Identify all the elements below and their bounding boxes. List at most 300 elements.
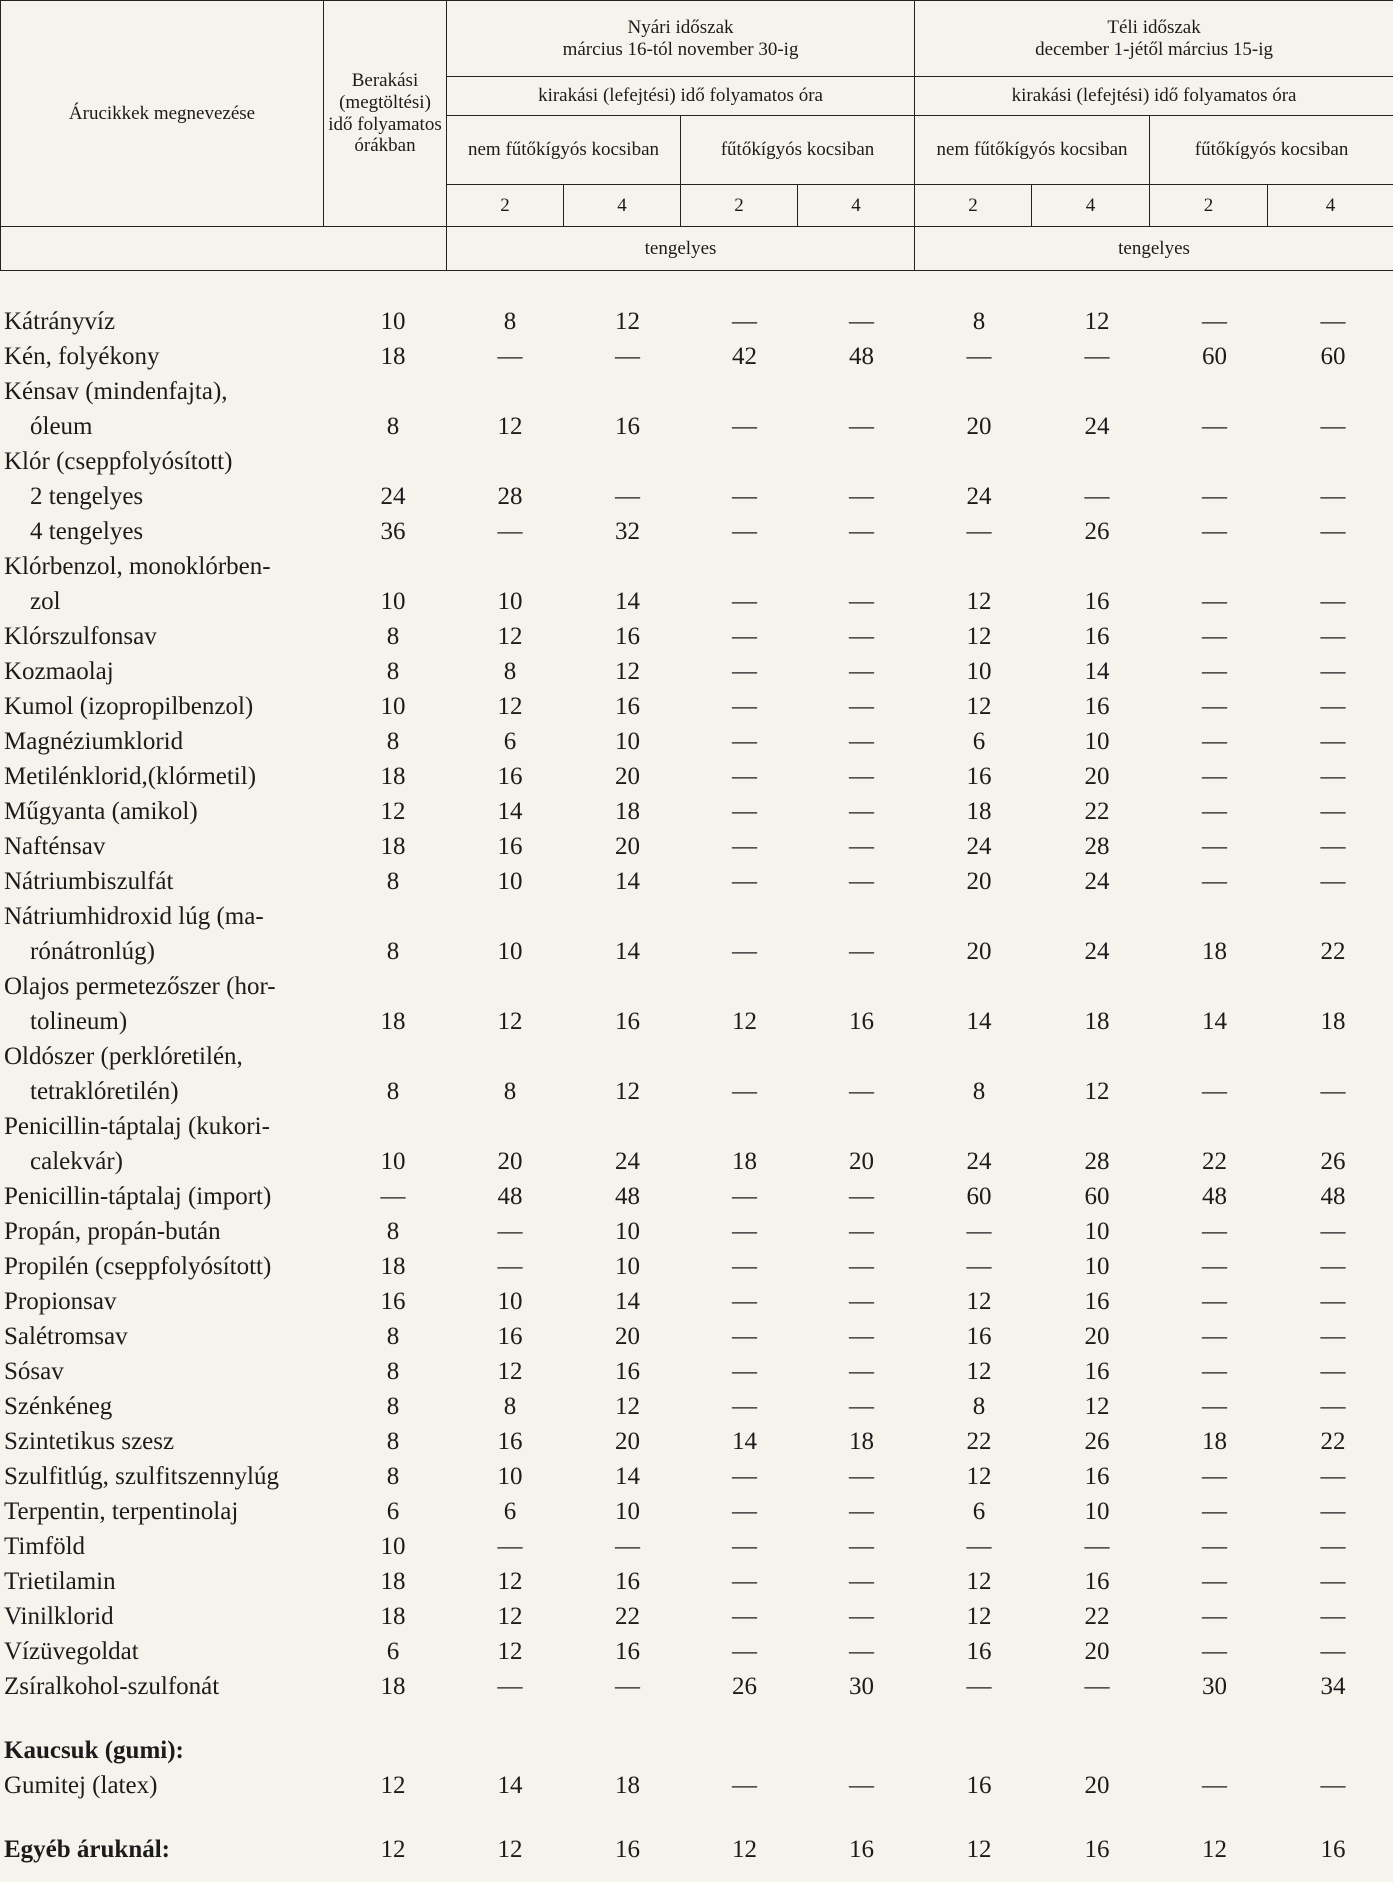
item-name: Vízüvegoldat [4,1638,139,1665]
table-row [0,479,1393,514]
value-cell [803,1039,920,1074]
value-cell: — [1202,1603,1227,1630]
value-cell: 8 [386,658,400,685]
value-cell: 12 [966,1568,992,1595]
table-row [0,1529,1393,1564]
value-cell [569,1039,686,1074]
winter-title: Téli időszak [1107,16,1201,38]
value-cell: 20 [849,1148,874,1175]
value-cell [803,374,920,409]
value-cell: — [497,518,523,545]
table-row [0,619,1393,654]
value-cell: — [1202,623,1227,650]
value-cell [1156,969,1273,1004]
value-cell: 34 [1320,1673,1346,1700]
item-name: 2 tengelyes [30,483,144,510]
value-cell: 18 [380,343,406,370]
value-cell: — [849,1218,874,1245]
value-cell: — [497,1253,523,1280]
value-cell: 8 [386,868,400,895]
value-cell: — [1320,518,1346,545]
value-cell: — [1320,798,1346,825]
value-cell [569,444,686,479]
table-row [0,584,1393,619]
value-cell: — [732,868,757,895]
value-cell [335,1109,451,1144]
value-cell: 12 [1084,1078,1110,1105]
value-cell: 20 [1084,1323,1110,1350]
value-cell [451,1039,569,1074]
value-cell: 20 [615,763,640,790]
item-name: Zsíralkohol-szulfonát [4,1673,220,1700]
value-cell [686,374,803,409]
value-cell: 10 [1084,1498,1110,1525]
value-cell: 16 [1084,623,1110,650]
winter-unload-label: kirakási (lefejtési) idő folyamatos óra [915,77,1393,116]
value-cell [1156,374,1273,409]
value-cell: — [497,1218,523,1245]
value-cell: 10 [497,588,523,615]
value-cell [1273,1733,1393,1768]
value-cell: 16 [966,1772,992,1799]
value-cell: — [615,1533,640,1560]
value-cell: 12 [966,1836,992,1863]
item-name: zol [30,588,61,615]
value-cell [1273,969,1393,1004]
value-cell: 18 [1084,1008,1110,1035]
value-cell [335,444,451,479]
summer-range: március 16-tól november 30-ig [562,38,799,60]
value-cell: 8 [972,1078,986,1105]
value-cell [686,1039,803,1074]
value-cell [1038,374,1156,409]
table-row [0,1354,1393,1389]
value-cell: 42 [732,343,757,370]
table-header [0,0,1393,271]
value-cell: 10 [497,938,523,965]
value-cell: 16 [1084,1288,1110,1315]
value-cell: 12 [615,308,640,335]
value-cell: 20 [615,833,640,860]
table-row [0,1599,1393,1634]
value-cell [920,549,1038,584]
value-cell: 10 [380,588,406,615]
value-cell: 6 [386,1638,400,1665]
value-cell: — [1202,763,1227,790]
value-cell: 20 [615,1428,640,1455]
value-cell: 12 [966,1288,992,1315]
value-cell: — [732,588,757,615]
value-cell: 16 [966,1323,992,1350]
axle-label: 4 [564,185,681,227]
item-name: Nátriumhidroxid lúg (ma- [4,903,264,930]
value-cell: — [1202,1253,1227,1280]
table-row [0,759,1393,794]
value-cell: — [1084,1533,1110,1560]
value-cell: 12 [497,1603,523,1630]
value-cell: — [1202,1288,1227,1315]
value-cell [451,444,569,479]
value-cell: 14 [615,1463,640,1490]
value-cell: 26 [1320,1148,1346,1175]
value-cell: — [732,1358,757,1385]
value-cell: 16 [615,623,640,650]
value-cell: — [849,588,874,615]
value-cell: 12 [497,623,523,650]
value-cell: — [849,1533,874,1560]
table-row [0,934,1393,969]
item-name: tetraklóretilén) [30,1078,179,1105]
value-cell: 8 [386,1323,400,1350]
item-name: Nátriumbiszulfát [4,868,174,895]
value-cell: 30 [1202,1673,1227,1700]
value-cell: — [1202,868,1227,895]
value-cell: — [732,658,757,685]
value-cell: 16 [615,1836,640,1863]
value-cell: 16 [1084,588,1110,615]
value-cell: — [1320,1393,1346,1420]
value-cell [1038,1733,1156,1768]
value-cell [803,444,920,479]
value-cell: 26 [1084,1428,1110,1455]
value-cell: 10 [497,868,523,895]
axle-label: 2 [447,185,564,227]
table-row [0,654,1393,689]
value-cell [686,899,803,934]
header-blank [1,227,447,271]
summer-heater: fűtőkígyós kocsiban [681,116,915,185]
value-cell [920,374,1038,409]
item-name: óleum [30,413,93,440]
value-cell: 18 [849,1428,874,1455]
item-name: Klórbenzol, monoklórben- [4,553,271,580]
value-cell: 26 [732,1673,757,1700]
item-name: Egyéb áruknál: [4,1836,171,1863]
axle-label: 2 [915,185,1032,227]
value-cell: 48 [615,1183,640,1210]
value-cell [920,1039,1038,1074]
value-cell [1156,444,1273,479]
value-cell: — [1202,658,1227,685]
value-cell [451,1109,569,1144]
table-row [0,1768,1393,1803]
value-cell: 24 [1084,413,1110,440]
value-cell: — [849,833,874,860]
value-cell: 28 [497,483,523,510]
value-cell: 8 [386,623,400,650]
value-cell: — [732,518,757,545]
value-cell: 12 [966,1603,992,1630]
spacer-row [0,1704,1393,1733]
item-name: Kátrányvíz [4,308,116,335]
value-cell: — [1320,1603,1346,1630]
item-name: Klór (cseppfolyósított) [4,448,233,475]
value-cell: — [732,798,757,825]
value-cell: 22 [1084,1603,1110,1630]
value-cell: — [1202,413,1227,440]
value-cell: 16 [1084,1836,1110,1863]
value-cell: 8 [503,308,517,335]
value-cell: — [732,623,757,650]
value-cell: — [497,1533,523,1560]
value-cell: 12 [966,588,992,615]
summer-axles-word: tengelyes [447,227,915,271]
value-cell: — [1202,728,1227,755]
value-cell: — [732,413,757,440]
value-cell: — [1320,1463,1346,1490]
value-cell: — [732,308,757,335]
value-cell: 8 [972,308,986,335]
value-cell: — [966,1673,992,1700]
item-name: Szintetikus szesz [4,1428,175,1455]
table-row [0,1249,1393,1284]
value-cell: — [1202,1463,1227,1490]
value-cell: 6 [972,728,986,755]
value-cell: 24 [1084,868,1110,895]
item-name: Kén, folyékony [4,343,160,370]
value-cell: 12 [1202,1836,1227,1863]
value-cell: — [732,1498,757,1525]
winter-heater: fűtőkígyós kocsiban [1150,116,1393,185]
table-row [0,689,1393,724]
value-cell: 20 [966,868,992,895]
value-cell: — [849,483,874,510]
table-row [0,1832,1393,1867]
value-cell [920,969,1038,1004]
value-cell [451,969,569,1004]
table-row [0,864,1393,899]
value-cell: 20 [966,938,992,965]
value-cell: — [1202,1323,1227,1350]
value-cell: 8 [386,413,400,440]
value-cell: — [849,308,874,335]
value-cell: — [1202,518,1227,545]
winter-no-heater: nem fűtőkígyós kocsiban [915,116,1150,185]
value-cell: 16 [615,1638,640,1665]
value-cell: 10 [615,728,640,755]
value-cell: — [1202,1533,1227,1560]
value-cell: — [1320,1358,1346,1385]
item-name: Propionsav [4,1288,117,1315]
table-row [0,1004,1393,1039]
value-cell: — [1320,833,1346,860]
value-cell [569,549,686,584]
item-name: Műgyanta (amikol) [4,798,198,825]
item-name: Penicillin-táptalaj (kukori- [4,1113,270,1140]
value-cell [335,374,451,409]
value-cell [803,899,920,934]
value-cell: — [1202,1218,1227,1245]
value-cell: 18 [380,1253,406,1280]
value-cell: — [1320,308,1346,335]
value-cell [686,1733,803,1768]
value-cell: — [732,693,757,720]
value-cell: 14 [1202,1008,1227,1035]
value-cell: — [966,343,992,370]
axle-label: 2 [681,185,798,227]
value-cell [335,549,451,584]
value-cell: — [497,1673,523,1700]
table-row [0,1039,1393,1074]
value-cell: 48 [849,343,874,370]
header-name-column: Árucikkek megnevezése [1,1,324,227]
value-cell: 16 [615,1358,640,1385]
value-cell: — [849,1288,874,1315]
value-cell: 16 [849,1836,874,1863]
value-cell: — [732,1568,757,1595]
value-cell: 18 [380,833,406,860]
item-name: Magnéziumklorid [4,728,184,755]
table-row [0,514,1393,549]
value-cell: 16 [497,833,523,860]
value-cell: — [1320,1288,1346,1315]
value-cell: — [1084,483,1110,510]
value-cell: — [849,658,874,685]
value-cell: 8 [386,1358,400,1385]
value-cell: — [1202,588,1227,615]
value-cell: 10 [1084,1253,1110,1280]
value-cell: 10 [966,658,992,685]
value-cell [1273,374,1393,409]
table-row [0,1144,1393,1179]
table-row [0,1424,1393,1459]
value-cell [1273,444,1393,479]
value-cell: 12 [732,1008,757,1035]
item-name: Kénsav (mindenfajta), [4,378,228,405]
value-cell [335,1733,451,1768]
value-cell: — [1320,658,1346,685]
value-cell: 60 [1320,343,1346,370]
value-cell: 18 [380,763,406,790]
value-cell: 16 [615,1008,640,1035]
value-cell: — [732,833,757,860]
value-cell: 16 [1320,1836,1346,1863]
value-cell: 14 [497,798,523,825]
value-cell: — [615,1673,640,1700]
value-cell: — [849,798,874,825]
value-cell [920,1733,1038,1768]
value-cell: — [497,343,523,370]
value-cell: 18 [1202,938,1227,965]
value-cell: 10 [380,1148,406,1175]
value-cell: — [1202,833,1227,860]
table-row [0,1074,1393,1109]
winter-range: december 1-jétől március 15-ig [1035,38,1274,60]
value-cell: 16 [615,693,640,720]
value-cell: — [1320,588,1346,615]
value-cell: — [615,343,640,370]
value-cell [1273,1109,1393,1144]
value-cell: — [849,1393,874,1420]
value-cell [803,1733,920,1768]
value-cell [569,969,686,1004]
value-cell: 8 [386,1078,400,1105]
value-cell: — [1202,1638,1227,1665]
value-cell: 10 [497,1463,523,1490]
value-cell: 16 [849,1008,874,1035]
value-cell: — [732,1772,757,1799]
value-cell: — [1320,1772,1346,1799]
item-name: 4 tengelyes [30,518,144,545]
value-cell: — [1320,693,1346,720]
value-cell: 12 [732,1836,757,1863]
value-cell: — [1320,623,1346,650]
table-row [0,899,1393,934]
value-cell [569,374,686,409]
value-cell [1273,899,1393,934]
value-cell: 12 [380,1772,406,1799]
value-cell: — [1320,1078,1346,1105]
value-cell: 12 [966,1358,992,1385]
value-cell: 16 [615,1568,640,1595]
value-cell [451,549,569,584]
table-row [0,304,1393,339]
value-cell: — [1202,1772,1227,1799]
value-cell: 12 [615,1393,640,1420]
value-cell: 20 [497,1148,523,1175]
value-cell: — [732,763,757,790]
value-cell: — [1084,343,1110,370]
value-cell: — [615,483,640,510]
value-cell: 18 [1320,1008,1346,1035]
value-cell: — [1320,483,1346,510]
value-cell: — [1084,1673,1110,1700]
value-cell: 16 [1084,1463,1110,1490]
value-cell: 24 [966,833,992,860]
value-cell: — [732,1638,757,1665]
value-cell: 12 [380,798,406,825]
value-cell: — [849,518,874,545]
table-row [0,1494,1393,1529]
value-cell [1156,1039,1273,1074]
item-name: Klórszulfonsav [4,623,157,650]
value-cell: 20 [1084,763,1110,790]
value-cell: — [732,483,757,510]
value-cell: 8 [386,1393,400,1420]
value-cell: 18 [380,1673,406,1700]
value-cell [1038,549,1156,584]
table-row [0,409,1393,444]
value-cell: — [1320,868,1346,895]
value-cell: 24 [1084,938,1110,965]
table-row [0,829,1393,864]
value-cell: 32 [615,518,640,545]
value-cell: — [732,1323,757,1350]
value-cell: 30 [849,1673,874,1700]
table-row [0,1733,1393,1768]
value-cell [451,374,569,409]
value-cell: — [732,728,757,755]
value-cell: — [732,1603,757,1630]
item-name: Kozmaolaj [4,658,114,685]
value-cell: — [849,1358,874,1385]
value-cell: 12 [615,1078,640,1105]
value-cell: — [849,868,874,895]
value-cell: 20 [966,413,992,440]
value-cell: 8 [503,658,517,685]
value-cell: — [849,1253,874,1280]
value-cell [1156,1109,1273,1144]
value-cell [803,969,920,1004]
value-cell: 6 [503,728,517,755]
value-cell: — [966,518,992,545]
value-cell: — [1320,413,1346,440]
value-cell [569,1109,686,1144]
value-cell: 12 [1084,308,1110,335]
value-cell: 10 [615,1498,640,1525]
value-cell: 22 [1084,798,1110,825]
value-cell: 20 [1084,1638,1110,1665]
